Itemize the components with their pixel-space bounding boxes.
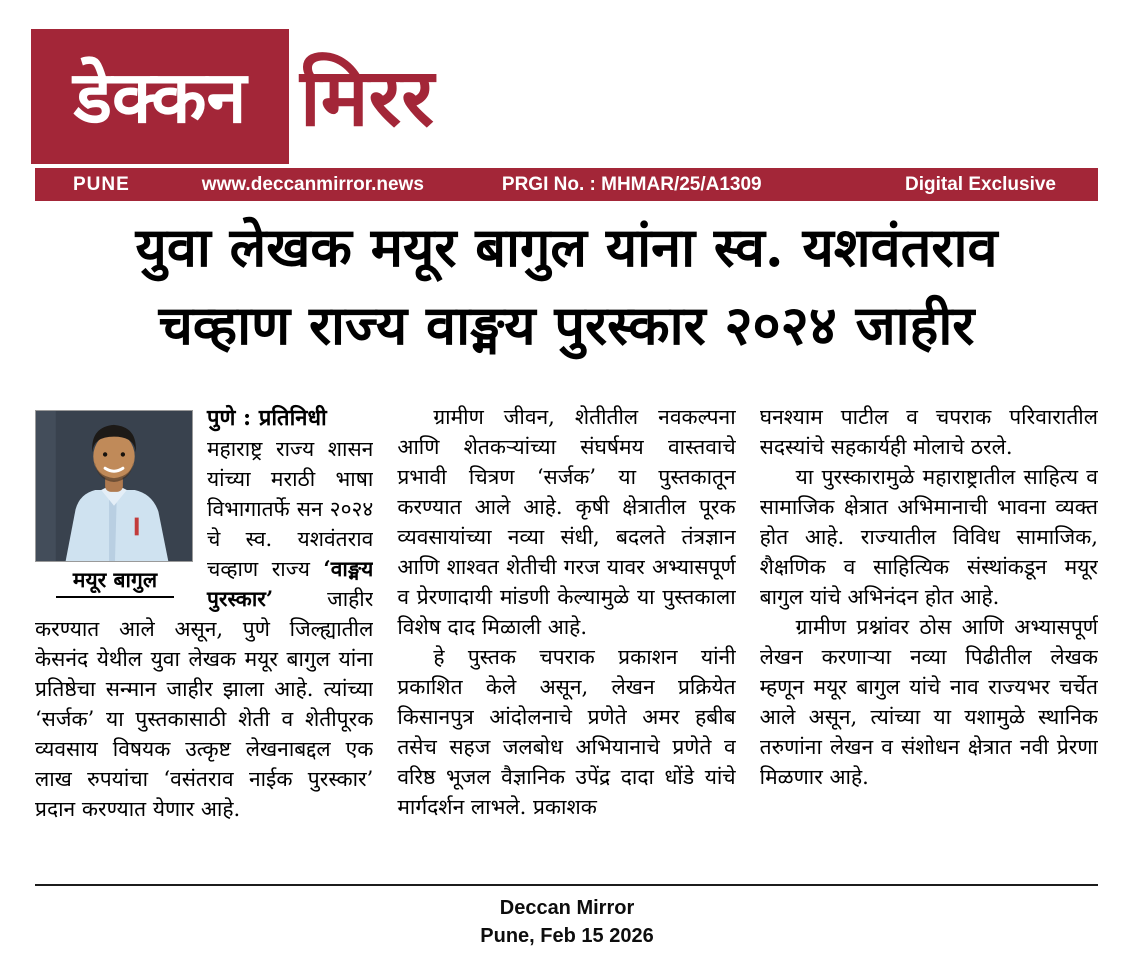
portrait-figure [35,410,195,598]
portrait-photo [35,410,193,562]
article-column-3 [760,402,1098,880]
column2-paragraph-1: ग्रामीण जीवन, शेतीतील नवकल्पना आणि शेतकऱ्यांच्या संघर्षमय वास्तवाचे प्रभावी चित्रण ‘सर्जक’ या पुस्तकातून करण्यात आले आहे. कृषी क्षेत्रातील पूरक व्यवसायांच्या नव्या संधी, बदलते तंत्रज्ञान आणि शाश्वत शेतीची गरज यावर अभ्यासपूर्ण व प्रेरणादायी मांडणी केल्यामुळे या पुस्तकाला विशेष दाद मिळाली आहे. [397,405,736,639]
footer-paper-name: Deccan Mirror [499,897,635,919]
footer-place-date: Pune, Feb 15 2026 [480,925,654,947]
caption-divider [56,596,174,598]
page-title [35,208,1098,364]
city-label: PUNE [73,173,130,195]
column1-text-rest: जाहीर करण्यात आले असून, पुणे जिल्ह्यातील केसनंद येथील युवा लेखक मयूर बागुल यांना प्रतिष्ठेचा सन्मान जाहीर झाला आहे. त्यांच्या ‘सर्जक’ या पुस्तकासाठी शेती व शेतीपूरक व्यवसाय विषयक उत्कृष्ट लेखनाबद्दल एक लाख रुपयांचा ‘वसंतराव नाईक पुरस्कार’ प्रदान करण्यात येणार आहे. [35,587,374,821]
edition-label: Digital Exclusive [904,173,1056,195]
photo-caption: मयूर बागुल [72,567,158,592]
footer [0,894,1134,950]
article-column-2 [397,402,735,880]
article-column-1 [35,402,373,880]
masthead-logo-box [31,29,289,164]
dateline: पुणे : प्रतिनिधी [207,405,327,431]
website-text: www.deccanmirror.news [201,173,424,195]
column1-text-lead: महाराष्ट्र राज्य शासन यांच्या मराठी भाषा विभागातर्फे सन २०२४ चे स्व. यशवंतराव चव्हाण राज्य [207,437,374,581]
column3-paragraph-1: घनश्याम पाटील व चपराक परिवारातील सदस्यांचे सहकार्यही मोलाचे ठरले. [759,405,1098,459]
column3-paragraph-2: या पुरस्कारामुळे महाराष्ट्रातील साहित्य व सामाजिक क्षेत्रात अभिमानाची भावना व्यक्त होत आहे. राज्यातील विविध सामाजिक, शैक्षणिक व साहित्यिक संस्थांकडून मयूर बागुल यांचे अभिनंदन होत आहे. [759,465,1098,609]
masthead-logo-secondary-text: मिरर [300,49,434,144]
column3-paragraph-3: ग्रामीण प्रश्नांवर ठोस आणि अभ्यासपूर्ण लेखन करणाऱ्या नव्या पिढीतील लेखक म्हणून मयूर बागुल यांचे नाव राज्यभर चर्चेत आले असून, त्यांच्या या यशामुळे स्थानिक तरुणांना लेखन व संशोधन क्षेत्रात नवी प्रेरणा मिळणार आहे. [759,615,1098,789]
info-bar [35,168,1098,201]
masthead-logo-primary-text: डेक्कन [73,53,247,139]
award-name-bold: ‘वाङ्मय पुरस्कार’ [207,556,374,611]
article-body [35,402,1098,880]
column2-paragraph-2: हे पुस्तक चपराक प्रकाशन यांनी प्रकाशित केले असून, लेखन प्रक्रियेत किसानपुत्र आंदोलनाचे प्रणेते अमर हबीब तसेच सहज जलबोध अभियानाचे प्रणेते व वरिष्ठ भूजल वैज्ञानिक उपेंद्र दादा धोंडे यांचे मार्गदर्शन लाभले. प्रकाशक [397,645,736,819]
headline-line-1: युवा लेखक मयूर बागुल यांना स्व. यशवंतराव [135,215,998,279]
prgi-number-label: PRGI No. : MHMAR/25/A1309 [501,173,762,195]
headline-line-2: चव्हाण राज्य वाङ्मय पुरस्कार २०२४ जाहीर [158,293,975,357]
footer-divider [35,884,1098,886]
